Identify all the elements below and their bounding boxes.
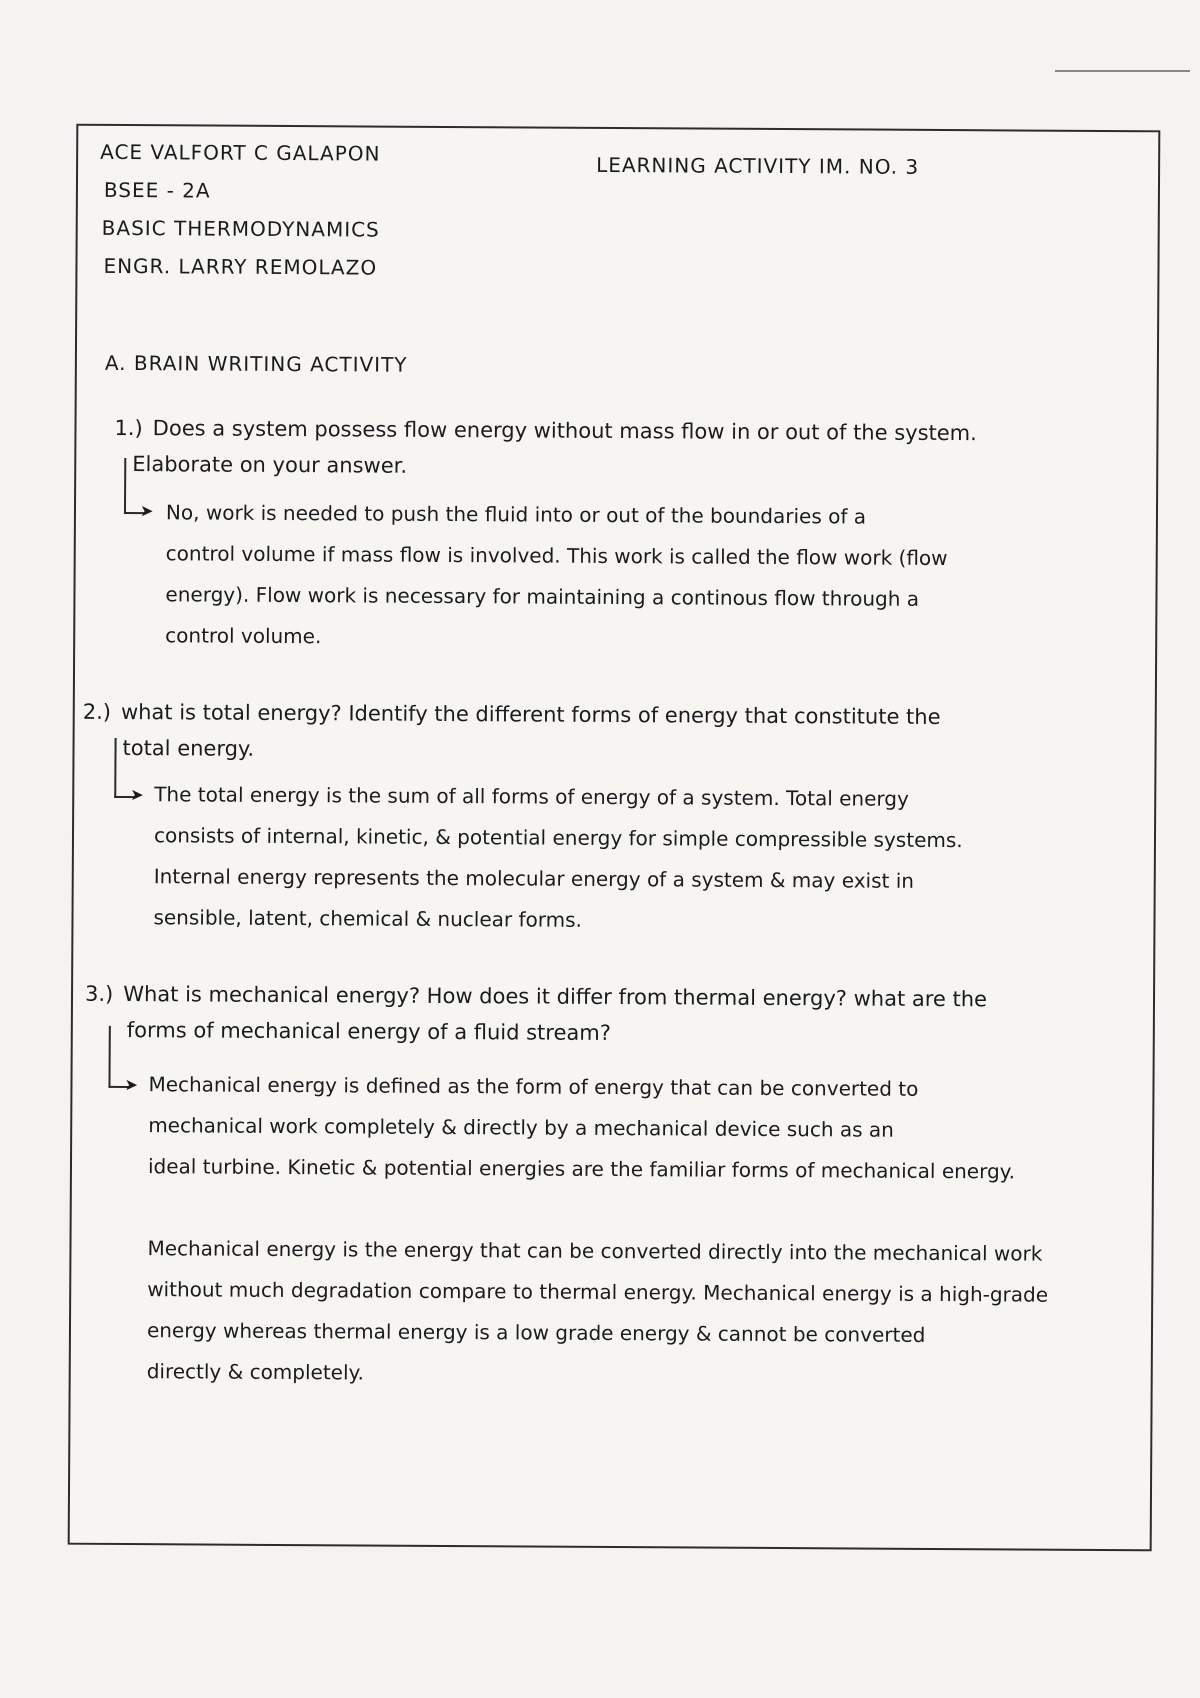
page-top-rule [1055, 70, 1190, 72]
question-text-line: Does a system possess flow energy without mass flow in or out of the system. [152, 416, 977, 446]
answer-3-paragraph-2 [147, 1228, 1049, 1397]
answer-text-line: ideal turbine. Kinetic & potential energies are the familiar forms of mechanical energy. [147, 1154, 1016, 1184]
section-title: A. BRAIN WRITING ACTIVITY [104, 350, 408, 377]
arrow-head-icon: ➤ [139, 501, 154, 521]
question-number: 1.) [114, 415, 143, 441]
answer-text-line: Internal energy represents the molecular energy of a system & may exist in [153, 864, 915, 893]
answer-text-line: energy). Flow work is necessary for maintaining a continous flow through a [165, 582, 920, 611]
question-3 [85, 976, 987, 1054]
answer-2 [153, 774, 963, 943]
question-number: 2.) [82, 699, 112, 724]
answer-text-line: consists of internal, kinetic, & potential energy for simple compressible systems. [153, 823, 963, 853]
question-1 [114, 410, 977, 487]
answer-text-line: control volume. [165, 623, 322, 649]
answer-text-line: No, work is needed to push the fluid into or out of the boundaries of a [165, 500, 867, 529]
instructor-name: ENGR. LARRY REMOLAZO [103, 253, 378, 280]
question-text-line: What is mechanical energy? How does it differ from thermal energy? what are the [123, 982, 988, 1012]
answer-text-line: directly & completely. [146, 1359, 365, 1385]
question-2 [82, 694, 940, 771]
question-text-line: what is total energy? Identify the different forms of energy that constitute the [120, 699, 941, 729]
question-text-line: Elaborate on your answer. [132, 452, 408, 478]
activity-title: LEARNING ACTIVITY IM. NO. 3 [596, 152, 920, 179]
answer-1 [165, 492, 948, 661]
answer-text-line: sensible, latent, chemical & nuclear forms. [153, 905, 583, 932]
answer-text-line: Mechanical energy is defined as the form of energy that can be converted to [148, 1072, 919, 1101]
worksheet-page [68, 124, 1161, 1552]
subject-name: BASIC THERMODYNAMICS [101, 215, 380, 242]
arrow-head-icon: ➤ [124, 1075, 138, 1095]
question-number: 3.) [84, 981, 114, 1006]
arrow-head-icon: ➤ [130, 785, 144, 805]
question-text-line: forms of mechanical energy of a fluid stream? [126, 1018, 611, 1045]
student-name: ACE VALFORT C GALAPON [100, 139, 381, 166]
answer-text-line: The total energy is the sum of all forms of energy of a system. Total energy [154, 782, 909, 811]
answer-text-line: control volume if mass flow is involved. This work is called the flow work (flow [165, 541, 948, 571]
answer-3 [148, 1064, 1016, 1192]
student-course: BSEE - 2A [103, 177, 211, 203]
answer-text-line: energy whereas thermal energy is a low grade energy & cannot be converted [146, 1318, 926, 1347]
answer-text-line: without much degradation compare to thermal energy. Mechanical energy is a high-grade [147, 1277, 1049, 1307]
answer-text-line: mechanical work completely & directly by a mechanical device such as an [148, 1113, 894, 1142]
answer-text-line: Mechanical energy is the energy that can be converted directly into the mechanical work [147, 1236, 1043, 1266]
question-text-line: total energy. [122, 735, 255, 761]
